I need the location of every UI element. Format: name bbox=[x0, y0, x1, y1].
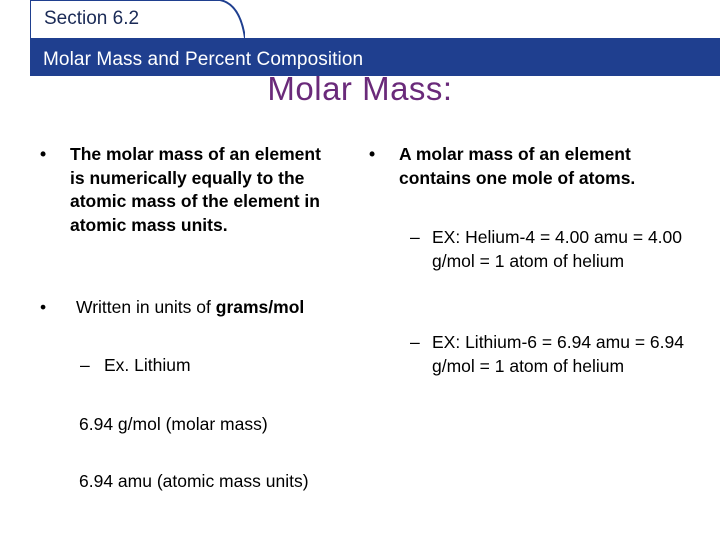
chapter-title: Molar Mass and Percent Composition bbox=[43, 49, 364, 70]
left-bullet-marker-2: • bbox=[40, 297, 47, 317]
left-sub-example: Ex. Lithium bbox=[104, 355, 191, 375]
right-bullet-1: A molar mass of an element contains one mole of atoms. bbox=[399, 144, 636, 188]
left-bullet-2-unit: grams/mol bbox=[215, 297, 305, 317]
right-example-1: EX: Helium-4 = 4.00 amu = 4.00 g/mol = 1 atom of helium bbox=[432, 227, 682, 271]
right-example-2: EX: Lithium-6 = 6.94 amu = 6.94 g/mol = 1 atom of helium bbox=[432, 332, 684, 376]
left-atomic-line: 6.94 amu (atomic mass units) bbox=[79, 471, 309, 491]
section-label: Section 6.2 bbox=[44, 8, 140, 29]
left-sub-dash: – bbox=[80, 355, 90, 375]
left-bullet-marker-1: • bbox=[40, 144, 47, 164]
right-sub-dash-2: – bbox=[410, 332, 420, 352]
left-molar-line: 6.94 g/mol (molar mass) bbox=[79, 414, 268, 434]
right-bullet-marker-1: • bbox=[369, 144, 376, 164]
left-bullet-1: The molar mass of an element is numerically equally to the atomic mass of the element in atomic mass units. bbox=[70, 144, 321, 235]
right-sub-dash-1: – bbox=[410, 227, 420, 247]
section-tab bbox=[30, 0, 245, 38]
slide-title: Molar Mass: bbox=[267, 70, 453, 107]
left-bullet-2-prefix: Written in units of bbox=[76, 297, 216, 317]
left-bullet-2 bbox=[76, 296, 366, 320]
